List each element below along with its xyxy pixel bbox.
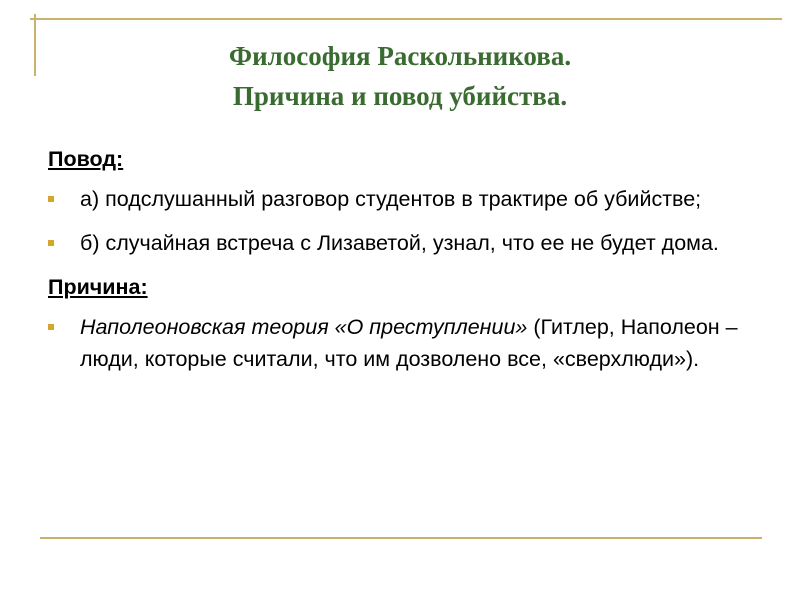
title-line-2: Причина и повод убийства. xyxy=(232,81,568,111)
slide-body xyxy=(48,143,758,387)
theory-name-text: Наполеоновская теория «О преступлении» xyxy=(80,315,528,339)
square-bullet-icon xyxy=(48,240,54,246)
frame-top-line xyxy=(30,18,782,20)
square-bullet-icon xyxy=(48,196,54,202)
square-bullet-icon xyxy=(48,324,54,330)
frame-bottom-line xyxy=(40,537,762,539)
section-heading-povod: Повод: xyxy=(48,147,124,171)
list-item xyxy=(48,227,758,259)
theory-description-text: (Гитлер, Наполеон – люди, которые считали, что им дозволено все, «сверхлюди»). xyxy=(80,315,738,371)
list-item xyxy=(48,183,758,215)
section-heading-prichina: Причина: xyxy=(48,275,148,299)
slide-title xyxy=(40,36,760,116)
title-line-1: Философия Раскольникова. xyxy=(228,41,572,71)
list-item xyxy=(48,311,758,375)
list-item-text: б) случайная встреча с Лизаветой, узнал, что ее не будет дома. xyxy=(80,231,719,255)
list-item-text: а) подслушанный разговор студентов в трактире об убийстве; xyxy=(80,187,702,211)
frame-left-line xyxy=(34,14,36,76)
